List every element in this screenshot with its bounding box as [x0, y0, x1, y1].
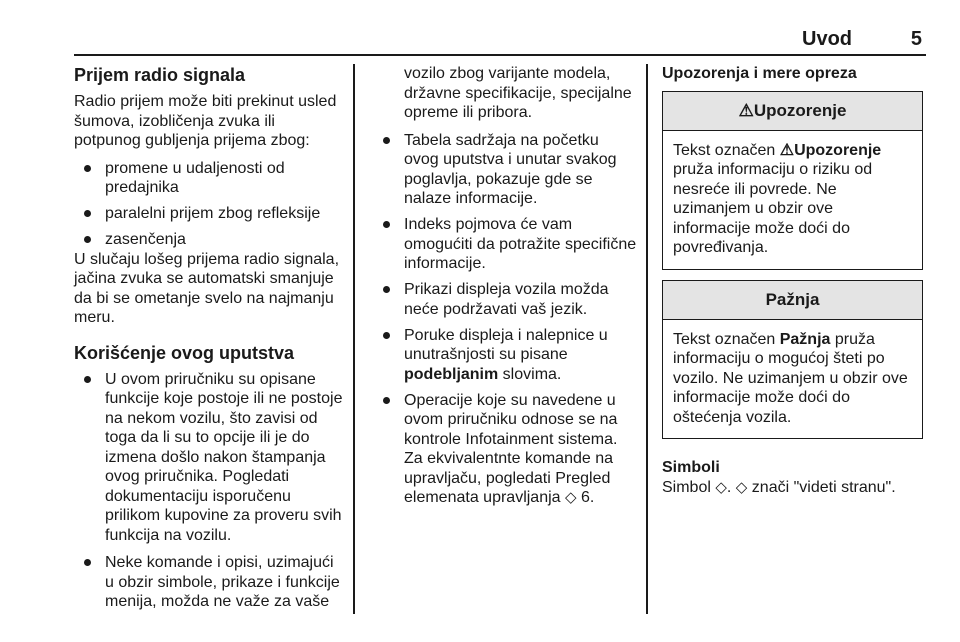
bullet-icon: [84, 376, 91, 383]
list-item: [74, 553, 346, 612]
column-3: [662, 64, 926, 497]
section-heading-warnings: Upozorenja i mere opreza: [662, 65, 857, 82]
header-rule: [74, 54, 926, 56]
bullet-icon: [383, 397, 390, 404]
section-heading-radio: Prijem radio signala: [74, 65, 246, 85]
bullet-list-radio: [74, 159, 346, 250]
list-item-text: zasenčenja: [105, 231, 186, 248]
list-item: [373, 391, 637, 508]
column-divider: [646, 64, 648, 614]
list-item-text: Neke komande i opisi, uzimajući u obzir simbole, prikaze i funkcije menija, možda ne važe za vaše: [105, 554, 340, 610]
caution-box-header: [663, 281, 922, 320]
column-divider: [353, 64, 355, 614]
bullet-icon: [383, 332, 390, 339]
warning-triangle-icon: ⚠: [738, 100, 754, 120]
warning-text: Tekst označen: [673, 141, 780, 159]
section-heading-manual: Korišćenje ovog uputstva: [74, 342, 295, 363]
warning-text: pruža informaciju o riziku od nesreće ili povrede. Ne uzimanjem u obzir ove informacije može doći do povređivanja.: [673, 161, 873, 256]
list-item: [74, 230, 346, 250]
page-header: [74, 28, 926, 52]
column-2: [373, 64, 637, 514]
bold-word: podebljanim: [404, 365, 499, 383]
list-item-text: slovima.: [498, 365, 562, 383]
list-item-text: paralelni prijem zbog refleksije: [105, 205, 321, 222]
paragraph-radio-poor: U slučaju lošeg prijema radio signala, jačina zvuka se automatski smanjuje da bi se ometanje svelo na najmanju meru.: [74, 250, 340, 326]
bullet-list-continued: [373, 64, 637, 508]
list-item-continuation: [373, 64, 637, 123]
list-item-text: Operacije koje su navedene u ovom priručniku odnose se na kontrole Infotainment sistema. Za ekvivalentnte komande na upravljaču, pogledati Pregled elemenata upravljanja: [404, 391, 618, 506]
list-item-text: Poruke displeja i nalepnice u unutrašnjosti su pisane: [404, 326, 608, 363]
list-item: [373, 326, 637, 385]
caution-box-body: [663, 320, 922, 439]
list-item-text: Indeks pojmova će vam omogućiti da potražite specifične informacije.: [404, 216, 637, 272]
list-item-text: Prikazi displeja vozila možda neće podržavati vaš jezik.: [404, 281, 609, 318]
list-item-text: promene u udaljenosti od predajnika: [105, 159, 285, 196]
list-item: [373, 215, 637, 274]
paragraph-radio-intro: Radio prijem može biti prekinut usled šumova, izobličenja zvuka ili potpunog gubljenja prijema zbog:: [74, 93, 337, 149]
page-reference-icon: ◇: [565, 489, 577, 506]
bullet-icon: [84, 210, 91, 217]
warning-box-body: [663, 131, 922, 269]
page-number: 5: [910, 28, 922, 50]
caution-box: [662, 280, 923, 440]
caution-box-title: Pažnja: [765, 289, 820, 309]
page-reference-icon: ◇: [715, 478, 727, 496]
list-item: [74, 204, 346, 224]
section-heading-symbols: Simboli: [662, 459, 720, 476]
bullet-icon: [84, 165, 91, 172]
list-item: [74, 159, 346, 198]
list-item-text: Tabela sadržaja na početku ovog uputstva i unutar svakog poglavlja, pokazuje gde se nalaze informacije.: [404, 131, 617, 207]
warning-bold-word: Upozorenje: [794, 141, 882, 159]
page-reference-icon: ◇: [735, 478, 748, 496]
warning-box: [662, 91, 923, 270]
warning-triangle-icon: ⚠: [779, 141, 795, 159]
list-item: [373, 280, 637, 319]
list-item: [74, 370, 346, 546]
paragraph-symbols: [662, 478, 926, 498]
symbols-text: znači "videti stranu".: [747, 478, 896, 496]
warning-box-header: [663, 92, 922, 131]
bullet-icon: [84, 236, 91, 243]
list-item: [373, 131, 637, 209]
column-1: [74, 64, 346, 618]
page-title: Uvod: [802, 28, 852, 50]
caution-bold-word: Pažnja: [779, 330, 831, 348]
symbols-text: Simbol: [662, 478, 716, 496]
symbols-text: .: [726, 478, 736, 496]
caution-text: pruža informaciju o mogućoj šteti po vozilo. Ne uzimanjem u obzir ove informacije može doći do oštećenja vozila.: [673, 330, 908, 426]
bullet-icon: [383, 221, 390, 228]
list-item-text: vozilo zbog varijante modela, državne specifikacije, specijalne opreme ili pribora.: [404, 65, 632, 121]
bullet-list-manual: [74, 370, 346, 612]
list-item-text: U ovom priručniku su opisane funkcije koje postoje ili ne postoje na nekom vozilu, što zavisi od toga da li su to opcije ili je do izmena došlo nakon štampanja ovog priručnika. Pogledati dokumentaciju isporučenu prilikom kupovine za proveru svih funkcija na vozilu.: [105, 370, 343, 544]
bullet-icon: [383, 286, 390, 293]
list-item-text: 6.: [576, 489, 595, 506]
bullet-icon: [383, 137, 390, 144]
warning-box-title: Upozorenje: [753, 100, 847, 120]
bullet-icon: [84, 559, 91, 566]
caution-text: Tekst označen: [673, 330, 780, 348]
